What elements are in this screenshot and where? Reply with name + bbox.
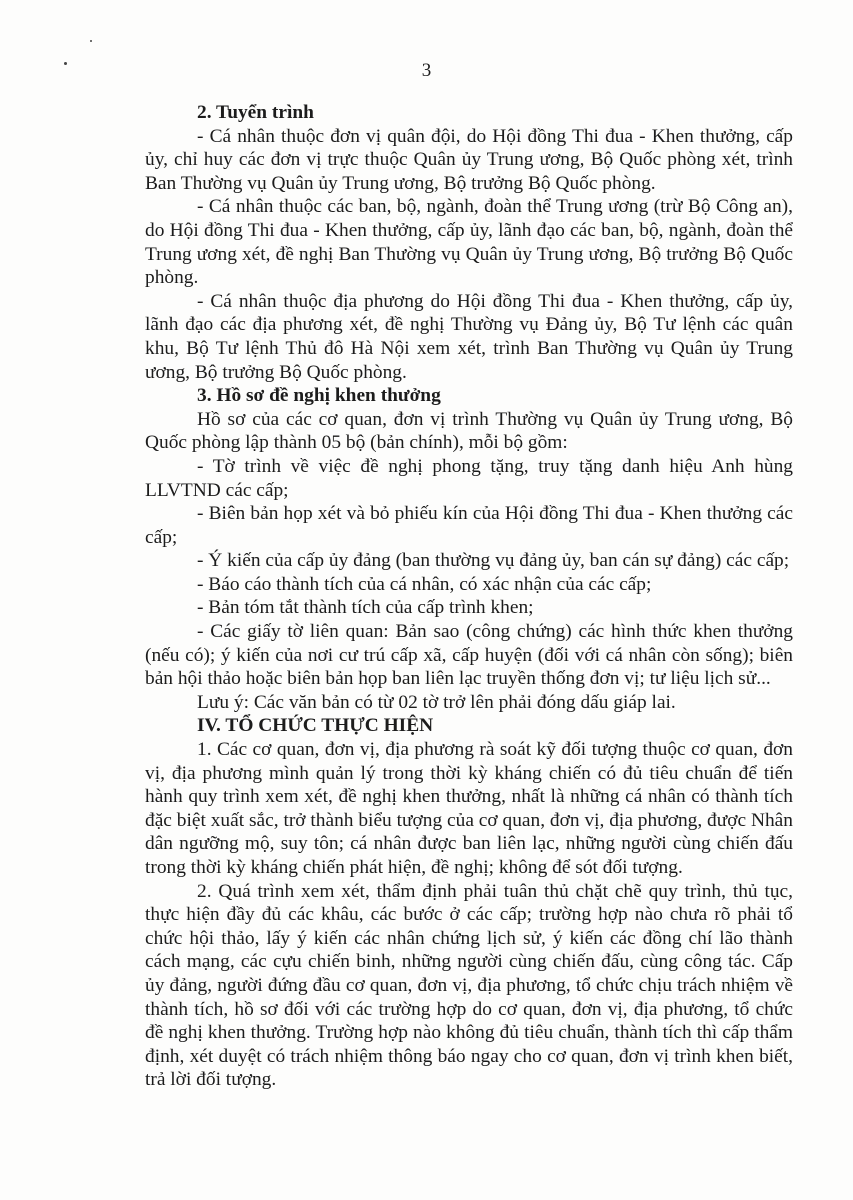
section-heading-implementation: IV. TỔ CHỨC THỰC HIỆN (197, 715, 434, 737)
scan-speck (90, 40, 92, 42)
paragraph: - Biên bản họp xét và bỏ phiếu kín của Hội đồng Thi đua - Khen thưởng các cấp; (145, 503, 793, 548)
paragraph: - Cá nhân thuộc đơn vị quân đội, do Hội đồng Thi đua - Khen thưởng, cấp ủy, chỉ huy các đơn vị trực thuộc Quân ủy Trung ương, Bộ Quốc phòng xét, trình Ban Thường vụ Quân ủy Trung ương, Bộ trưởng Bộ Quốc phòng. (145, 125, 793, 194)
paragraph: - Cá nhân thuộc địa phương do Hội đồng Thi đua - Khen thưởng, cấp ủy, lãnh đạo các địa phương xét, đề nghị Thường vụ Đảng ủy, Bộ Tư lệnh các quân khu, Bộ Tư lệnh Thủ đô Hà Nội xem xét, trình Ban Thường vụ Quân ủy Trung ương, Bộ trưởng Bộ Quốc phòng. (145, 290, 793, 383)
paragraph: - Tờ trình về việc đề nghị phong tặng, truy tặng danh hiệu Anh hùng LLVTND các cấp; (145, 455, 793, 501)
section-heading-routing: 2. Tuyển trình (197, 102, 314, 123)
note-paragraph: Lưu ý: Các văn bản có từ 02 tờ trở lên phải đóng dấu giáp lai. (197, 691, 676, 713)
paragraph: Hồ sơ của các cơ quan, đơn vị trình Thường vụ Quân ủy Trung ương, Bộ Quốc phòng lập thành 05 bộ (bản chính), mỗi bộ gồm: (145, 408, 793, 454)
document-body (145, 101, 793, 1092)
paragraph: 1. Các cơ quan, đơn vị, địa phương rà soát kỹ đối tượng thuộc cơ quan, đơn vị, địa phương mình quản lý trong thời kỳ kháng chiến có đủ tiêu chuẩn để tiến hành quy trình xem xét, đề nghị khen thưởng, nhất là những cá nhân có thành tích đặc biệt xuất sắc, trở thành biểu tượng của cơ quan, đơn vị, địa phương, được Nhân dân ngưỡng mộ, suy tôn; cá nhân được ban liên lạc, những người cùng chiến đấu trong thời kỳ kháng chiến phát hiện, đề nghị; không để sót đối tượng. (145, 739, 793, 878)
paragraph: - Ý kiến của cấp ủy đảng (ban thường vụ đảng ủy, ban cán sự đảng) các cấp; (197, 550, 790, 572)
page-number: 3 (421, 60, 432, 81)
paragraph: 2. Quá trình xem xét, thẩm định phải tuân thủ chặt chẽ quy trình, thủ tục, thực hiện đầy đủ các khâu, các bước ở các cấp; trường hợp nào chưa rõ phải tổ chức hội thảo, lấy ý kiến các nhân chứng lịch sử, ý kiến các đồng chí lão thành cách mạng, các cựu chiến binh, những người cùng chiến đấu, cùng công tác. Cấp ủy đảng, người đứng đầu cơ quan, đơn vị, địa phương, tổ chức chịu trách nhiệm về thành tích, hồ sơ đối với các trường hợp do cơ quan, đơn vị, địa phương, tổ chức đề nghị khen thưởng. Trường hợp nào không đủ tiêu chuẩn, thành tích thì cấp thẩm định, xét duyệt có trách nhiệm thông báo ngay cho cơ quan, đơn vị trình khen biết, trả lời đối tượng. (145, 880, 793, 1091)
section-heading-dossier: 3. Hồ sơ đề nghị khen thưởng (197, 385, 441, 407)
paragraph: - Cá nhân thuộc các ban, bộ, ngành, đoàn thể Trung ương (trừ Bộ Công an), do Hội đồng Thi đua - Khen thưởng, cấp ủy, lãnh đạo các ban, bộ, ngành, đoàn thể Trung ương xét, đề nghị Ban Thường vụ Quân ủy Trung ương, Bộ trưởng Bộ Quốc phòng. (145, 196, 793, 289)
paragraph: - Báo cáo thành tích của cá nhân, có xác nhận của các cấp; (197, 573, 652, 595)
paragraph: - Các giấy tờ liên quan: Bản sao (công chứng) các hình thức khen thưởng (nếu có); ý kiến của nơi cư trú cấp xã, cấp huyện (đối với cá nhân còn sống); biên bản hội thảo hoặc biên bản họp ban liên lạc truyền thống đơn vị; tư liệu lịch sử... (145, 621, 793, 690)
paragraph: - Bản tóm tắt thành tích của cấp trình khen; (197, 597, 534, 619)
